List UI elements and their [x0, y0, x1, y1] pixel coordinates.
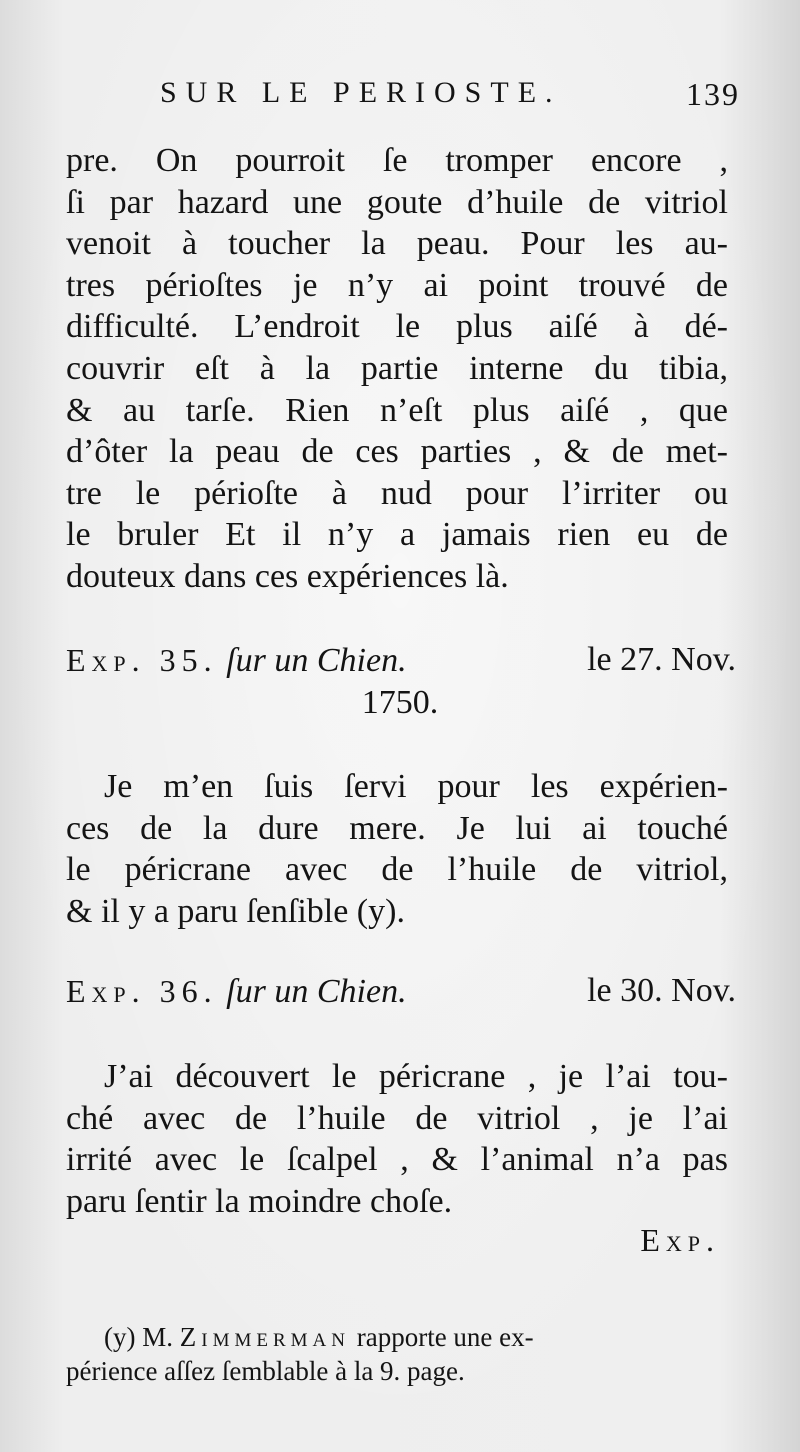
page-number: 139 [686, 76, 740, 112]
text-line: ſi par hazard une goute d’huile de vitriol [66, 183, 728, 221]
paragraph-1 [66, 140, 728, 598]
footnote-text: rapporte une ex- [356, 1322, 534, 1352]
experiment-subject: ſur un Chien. [226, 642, 407, 679]
paragraph-2 [66, 766, 728, 932]
experiment-subject: ſur un Chien. [226, 973, 407, 1010]
text-line: tres périoſtes je n’y ai point trouvé de [66, 266, 728, 304]
text-line: douteux dans ces expériences là. [66, 557, 509, 595]
footnote-line: périence aſſez ſemblable à la 9. page. [66, 1356, 465, 1386]
text-line: irrité avec le ſcalpel , & l’animal n’a pas [66, 1141, 728, 1179]
footnote-line [66, 1320, 726, 1354]
text-line: venoit à toucher la peau. Pour les au- [66, 225, 728, 263]
text-line: paru ſentir la moindre choſe. [66, 1182, 453, 1220]
experiment-label: Exp. 36. [66, 973, 218, 1009]
text-line: d’ôter la peau de ces parties , & de met- [66, 433, 728, 471]
text-line: difficulté. L’endroit le plus aiſé à dé- [66, 308, 728, 346]
experiment-35-year: 1750. [361, 684, 439, 721]
text-line: Je m’en ſuis ſervi pour les expérien- [104, 768, 728, 805]
experiment-35-heading [66, 637, 736, 684]
running-head [160, 72, 740, 122]
running-title: SUR LE PERIOSTE. [160, 76, 562, 109]
text-line: le bruler Et il n’y a jamais rien eu de [66, 516, 728, 554]
text-line: tre le périoſte à nud pour l’irriter ou [66, 474, 728, 512]
experiment-date: le 27. Nov. [587, 641, 736, 678]
paragraph-3 [66, 1056, 728, 1222]
footnote-prefix: M. [142, 1322, 173, 1352]
text-line: & au tarſe. Rien n’eſt plus aiſé , que [66, 391, 728, 429]
text-line: pre. On pourroit ſe tromper encore , [66, 142, 728, 179]
text-line: J’ai découvert le péricrane , je l’ai tou- [104, 1058, 728, 1095]
footnote-marker: (y) [104, 1322, 136, 1352]
experiment-date: le 30. Nov. [587, 972, 736, 1009]
footnote-author: Zimmerman [179, 1322, 350, 1352]
text-line: le péricrane avec de l’huile de vitriol, [66, 851, 728, 889]
text-line: & il y a paru ſenſible (y). [66, 892, 405, 930]
text-line: ces de la dure mere. Je lui ai touché [66, 809, 728, 847]
catchword: Exp. [640, 1222, 720, 1258]
footnote [66, 1320, 726, 1388]
experiment-label: Exp. 35. [66, 642, 218, 678]
text-line: ché avec de l’huile de vitriol , je l’ai [66, 1099, 728, 1137]
experiment-36-heading [66, 968, 736, 1015]
text-line: couvrir eſt à la partie interne du tibia, [66, 349, 728, 387]
